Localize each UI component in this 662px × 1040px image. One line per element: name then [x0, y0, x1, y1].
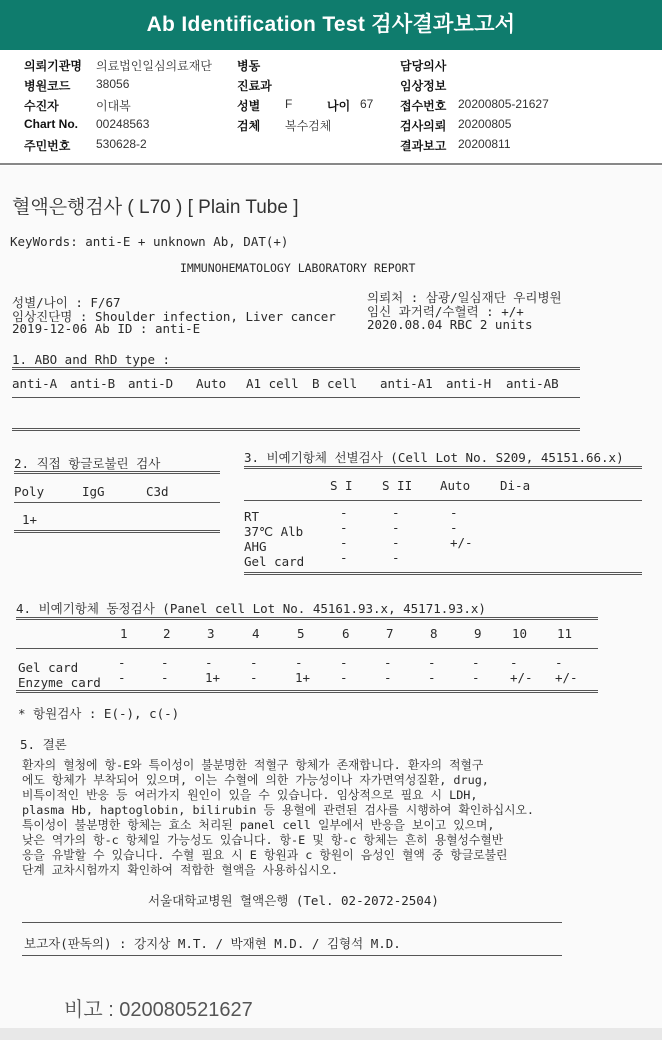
screening-row-label: AHG: [244, 539, 267, 554]
panel-cell-number: 7: [386, 626, 394, 641]
header-divider: [0, 163, 662, 165]
dat-header-cell: C3d: [146, 484, 169, 499]
clinical-label: 임상정보: [400, 79, 447, 93]
panel-row-label: Enzyme card: [18, 675, 101, 690]
report-title: Ab Identification Test 검사결과보고서: [0, 0, 662, 50]
request-value: 20200805: [458, 117, 512, 131]
panel-cell: -: [510, 655, 518, 670]
panel-cell: -: [205, 655, 213, 670]
abo-header-cell: anti-A1: [380, 376, 433, 391]
section-4-title: 4. 비예기항체 동정검사 (Panel cell Lot No. 45161.93.x, 45171.93.x): [16, 601, 486, 616]
abo-header-cell: anti-D: [128, 376, 174, 391]
patient-label: 수진자: [24, 99, 59, 113]
screening-cell: -: [392, 535, 400, 550]
age-value: 67: [360, 97, 374, 111]
screening-cell: -: [340, 520, 348, 535]
sex-value: F: [285, 97, 293, 111]
conclusion-line: 낮은 역가의 항-c 항체일 가능성도 있습니다. 항-E 및 항-c 항체는 흔히 용혈성수혈반: [22, 833, 504, 847]
section-2-title: 2. 직접 항글로불린 검사: [14, 456, 161, 471]
request-label: 검사의뢰: [400, 119, 447, 133]
screening-cell: -: [392, 505, 400, 520]
conclusion-line: 환자의 혈청에 항-E와 특이성이 불분명한 적혈구 항체가 존재합니다. 환자의 적혈구: [22, 758, 484, 772]
panel-cell: +/-: [555, 670, 578, 685]
info-sex-age: 성별/나이 : F/67: [12, 295, 121, 310]
screening-row-label: RT: [244, 509, 260, 524]
panel-cell-number: 6: [342, 626, 350, 641]
divider: [244, 500, 642, 501]
screening-header-cell: S I: [330, 478, 353, 493]
screening-cell: -: [340, 535, 348, 550]
panel-cell: -: [161, 655, 169, 670]
panel-cell-number: 1: [120, 626, 128, 641]
panel-cell-number: 2: [163, 626, 171, 641]
dat-value-cell: 1+: [22, 512, 38, 527]
screening-row-label: Gel card: [244, 554, 305, 569]
panel-cell-number: 3: [207, 626, 215, 641]
panel-cell: -: [250, 655, 258, 670]
specimen-value: 복수검체: [285, 119, 332, 133]
divider: [12, 397, 580, 398]
conclusion-line: 에도 항체가 부착되어 있으며, 이는 수혈에 의한 가능성이나 자가면역성질환, drug,: [22, 773, 489, 787]
specimen-label: 검체: [237, 119, 261, 133]
panel-cell: -: [428, 655, 436, 670]
divider: [22, 922, 562, 923]
dat-header-cell: Poly: [14, 484, 45, 499]
screening-cell: -: [340, 505, 348, 520]
divider: [16, 690, 598, 693]
divider: [16, 617, 598, 620]
screening-cell: -: [340, 550, 348, 565]
screening-cell: -: [392, 550, 400, 565]
lab-title: IMMUNOHEMATOLOGY LABORATORY REPORT: [180, 261, 416, 275]
divider: [12, 428, 580, 431]
screening-header-cell: Di-a: [500, 478, 531, 493]
age-label: 나이: [327, 99, 351, 113]
conclusion-line: 특이성이 불분명한 항체는 효소 처리된 panel cell 일부에서 반응을 보이고 있으며,: [22, 818, 495, 832]
chart-value: 00248563: [96, 117, 150, 131]
section-3-title: 3. 비예기항체 선별검사 (Cell Lot No. S209, 45151.66.x): [244, 450, 624, 465]
abo-header-cell: B cell: [312, 376, 358, 391]
report-main-title: 혈액은행검사 ( L70 ) [ Plain Tube ]: [12, 197, 299, 218]
ward-label: 병동: [237, 59, 261, 73]
screening-row-label: 37℃ Alb: [244, 524, 304, 539]
screening-cell: -: [450, 505, 458, 520]
patient-value: 이대복: [96, 99, 131, 113]
panel-cell: -: [118, 670, 126, 685]
panel-cell: -: [472, 655, 480, 670]
panel-cell-number: 9: [474, 626, 482, 641]
divider: [16, 648, 598, 649]
hospital-code-value: 38056: [96, 77, 130, 91]
screening-header-cell: S II: [382, 478, 413, 493]
panel-cell: +/-: [510, 670, 533, 685]
reporter: 보고자(판독의) : 강지상 M.T. / 박재현 M.D. / 김형석 M.D.: [24, 936, 401, 951]
receipt-value: 20200805-21627: [458, 97, 549, 111]
panel-cell-number: 5: [297, 626, 305, 641]
receipt-label: 접수번호: [400, 99, 447, 113]
divider: [14, 530, 220, 533]
divider: [12, 367, 580, 370]
screening-cell: +/-: [450, 535, 473, 550]
panel-cell: -: [384, 670, 392, 685]
panel-cell: -: [340, 670, 348, 685]
dept-label: 진료과: [237, 79, 272, 93]
info-rbc: 2020.08.04 RBC 2 units: [367, 317, 533, 332]
conclusion-line: 단계 교차시험까지 확인하여 적합한 혈액을 사용하십시오.: [22, 863, 339, 877]
info-history: 임신 과거력/수혈력 : +/+: [367, 304, 524, 319]
panel-cell-number: 8: [430, 626, 438, 641]
report-date-value: 20200811: [458, 137, 511, 151]
abo-header-cell: anti-H: [446, 376, 492, 391]
section-1-title: 1. ABO and RhD type :: [12, 352, 171, 367]
panel-cell-number: 10: [512, 626, 528, 641]
panel-cell: -: [295, 655, 303, 670]
panel-cell: -: [428, 670, 436, 685]
hospital-code-label: 병원코드: [24, 79, 71, 93]
conclusion-line: plasma Hb, haptoglobin, bilirubin 등 용혈에 관련된 검사를 시행하여 확인하십시오.: [22, 803, 535, 817]
info-ab-id: 2019-12-06 Ab ID : anti-E: [12, 321, 201, 336]
abo-header-cell: Auto: [196, 376, 227, 391]
panel-cell: -: [384, 655, 392, 670]
abo-header-cell: anti-A: [12, 376, 58, 391]
panel-cell: -: [472, 670, 480, 685]
conclusion-line: 비특이적인 반응 등 여러가지 원인이 있을 수 있습니다. 임상적으로 필요 시 LDH,: [22, 788, 478, 802]
panel-cell: -: [340, 655, 348, 670]
panel-cell: 1+: [295, 670, 311, 685]
institution-value: 의료법인일심의료재단: [96, 59, 212, 73]
divider: [14, 471, 220, 474]
divider: [22, 955, 562, 956]
ssn-value: 530628-2: [96, 137, 147, 151]
section-5-title: 5. 결론: [20, 737, 67, 752]
divider: [244, 572, 642, 575]
memo: 비고 : 020080521627: [64, 999, 253, 1021]
bloodbank-contact: 서울대학교병원 혈액은행 (Tel. 02-2072-2504): [148, 893, 439, 908]
abo-header-cell: anti-B: [70, 376, 116, 391]
panel-row-label: Gel card: [18, 660, 79, 675]
sex-label: 성별: [237, 99, 261, 113]
panel-cell: -: [118, 655, 126, 670]
institution-label: 의뢰기관명: [24, 59, 82, 73]
panel-cell: 1+: [205, 670, 221, 685]
panel-cell-number: 4: [252, 626, 260, 641]
screening-header-cell: Auto: [440, 478, 471, 493]
info-diagnosis: 임상진단명 : Shoulder infection, Liver cancer: [12, 309, 336, 324]
footer-bar: [0, 1028, 662, 1040]
abo-header-cell: A1 cell: [246, 376, 299, 391]
divider: [14, 502, 220, 503]
dat-header-cell: IgG: [82, 484, 105, 499]
panel-cell: -: [161, 670, 169, 685]
screening-cell: -: [450, 520, 458, 535]
panel-cell: -: [555, 655, 563, 670]
ssn-label: 주민번호: [24, 139, 71, 153]
chart-label: Chart No.: [24, 117, 78, 131]
divider: [244, 466, 642, 469]
doctor-label: 담당의사: [400, 59, 447, 73]
panel-cell: -: [250, 670, 258, 685]
antigen-test: * 항원검사 : E(-), c(-): [18, 706, 180, 721]
info-requester: 의뢰처 : 삼광/일심재단 우리병원: [367, 290, 562, 305]
keywords: KeyWords: anti-E + unknown Ab, DAT(+): [10, 234, 289, 249]
abo-header-cell: anti-AB: [506, 376, 559, 391]
screening-cell: -: [392, 520, 400, 535]
report-date-label: 결과보고: [400, 139, 447, 153]
conclusion-line: 응을 유발할 수 있습니다. 수혈 필요 시 E 항원과 c 항원이 음성인 혈액 중 항글로불린: [22, 848, 508, 862]
panel-cell-number: 11: [557, 626, 573, 641]
